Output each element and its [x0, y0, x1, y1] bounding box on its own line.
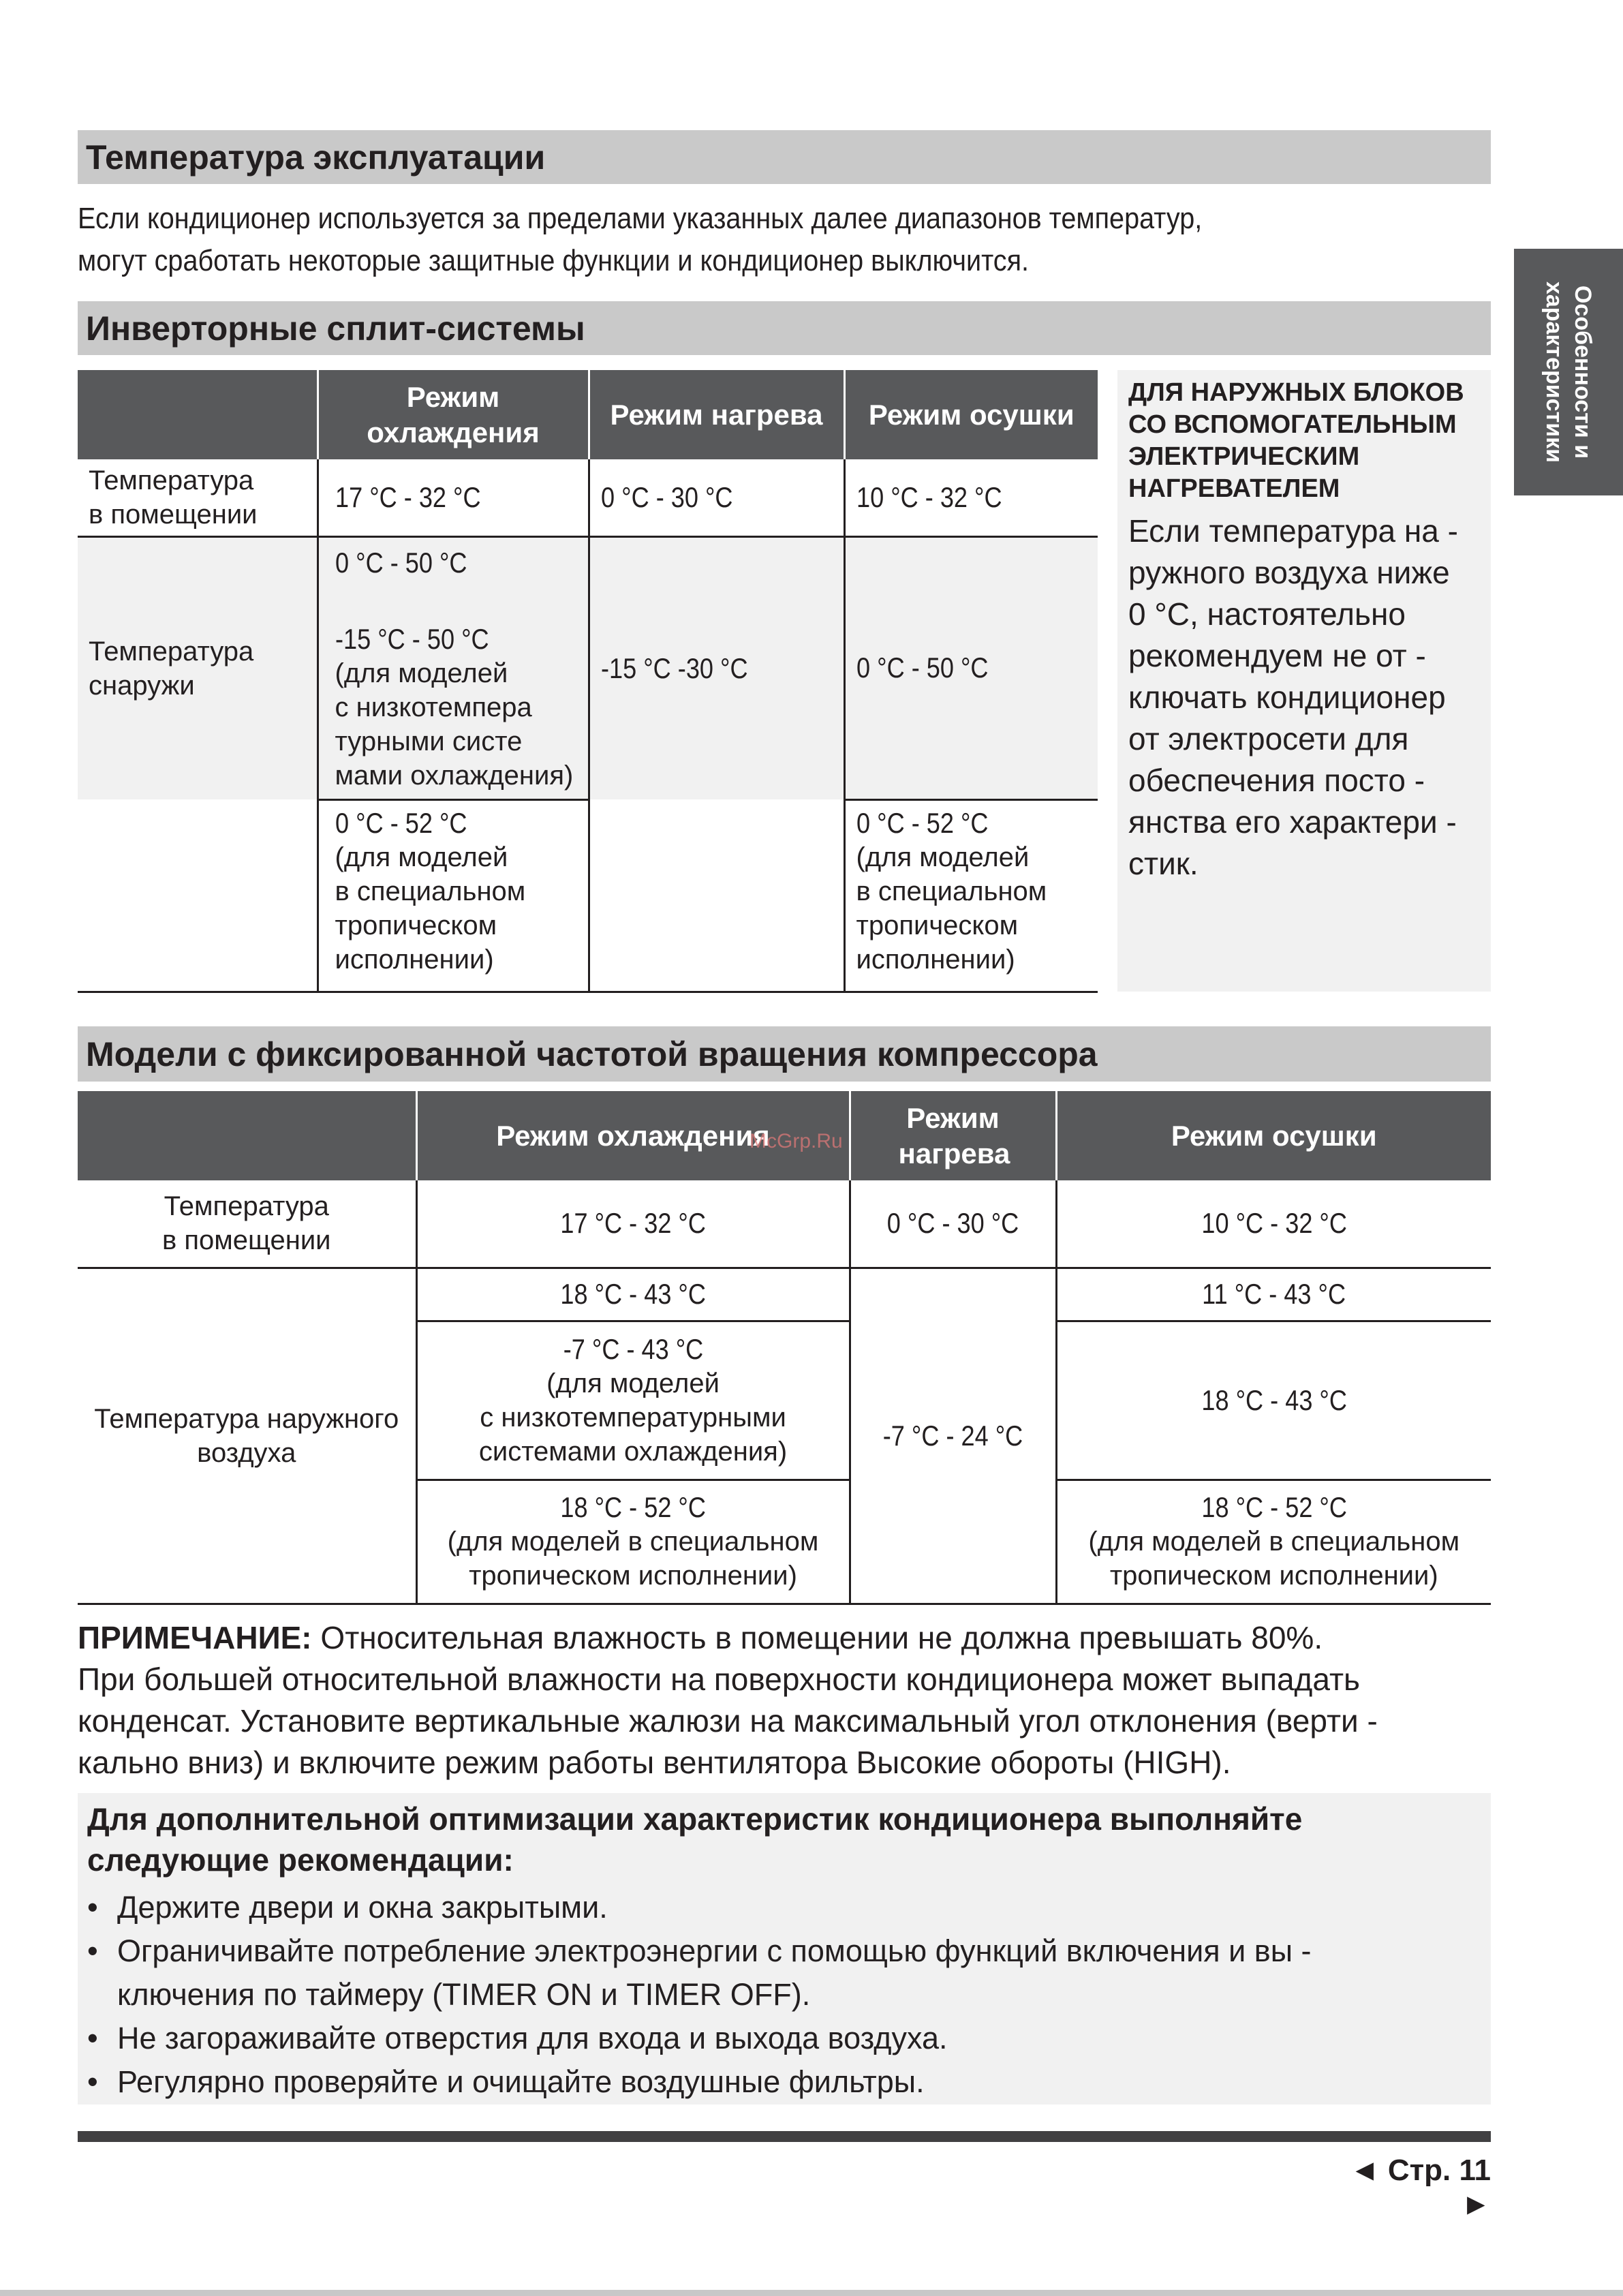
note-line: с низкотемпера	[335, 692, 532, 722]
recommendations-list	[87, 1886, 1481, 2104]
row-label-line: снаружи	[89, 670, 195, 701]
note-line: с низкотемпературными	[480, 1402, 786, 1433]
value-outdoor-dry-2: 18 °C - 43 °C	[1201, 1383, 1347, 1416]
side-tab-line: Особенности и	[1570, 285, 1596, 459]
cell-outdoor-dry-3	[1056, 1480, 1491, 1604]
value-outdoor-cool-2: -7 °C - 43 °C	[563, 1332, 703, 1365]
list-item: • Ограничивайте потребление электроэнергии с помощью функций включения и вы - ключения по таймеру (TIMER ON и TIMER OFF).	[87, 1929, 1481, 2017]
header-cooling: Режим охлаждения	[416, 1091, 850, 1180]
recommendations-title-line: Для дополнительной оптимизации характеристик кондиционера выполняйте	[87, 1801, 1303, 1837]
intro-paragraph	[78, 198, 1491, 282]
recommendations-title	[87, 1798, 1481, 1880]
section-title-fixed-speed: Модели с фиксированной частотой вращения компрессора	[78, 1026, 1491, 1082]
row-label-line: воздуха	[197, 1437, 296, 1468]
intro-line: Если кондиционер используется за пределами указанных далее диапазонов температур,	[78, 202, 1203, 235]
next-page-arrow-icon[interactable]: ►	[1461, 2188, 1491, 2221]
note-line: системами охлаждения)	[478, 1436, 788, 1467]
side-title-line: СО ВСПОМОГАТЕЛЬНЫМ	[1128, 410, 1457, 439]
note-line: тропическом	[856, 910, 1019, 940]
header-empty	[78, 1091, 416, 1180]
cell-outdoor-heat	[850, 1268, 1056, 1604]
value-indoor-heat: 0 °C - 30 °C	[600, 480, 732, 513]
side-text-line: Если температура на -	[1128, 513, 1458, 549]
value-indoor-cool: 17 °C - 32 °C	[560, 1207, 706, 1240]
cell-outdoor-cool-tropical	[318, 799, 589, 992]
cell-outdoor-cool-3	[416, 1480, 850, 1604]
value-outdoor-dry-1: 0 °C - 50 °C	[856, 652, 988, 684]
note-line: в специальном	[856, 876, 1047, 906]
recommendations-title-line: следующие рекомендации:	[87, 1842, 514, 1878]
row-label-line: в помещении	[162, 1225, 331, 1256]
list-item: • Регулярно проверяйте и очищайте воздушные фильтры.	[87, 2060, 1481, 2104]
note-line: тропическом исполнении)	[469, 1561, 797, 1591]
row-label-line: Температура	[164, 1191, 329, 1222]
row-label-indoor	[78, 459, 318, 536]
value-indoor-heat: 0 °C - 30 °C	[886, 1207, 1019, 1240]
table-row-outdoor-tropical	[78, 799, 1098, 992]
note-line: тропическом исполнении)	[1109, 1561, 1438, 1591]
section-title-inverter: Инверторные сплит-системы	[78, 301, 1491, 355]
row-label-outdoor	[78, 1268, 416, 1604]
side-text-line: обеспечения посто -	[1128, 763, 1425, 798]
page-label: Стр. 11	[1387, 2154, 1491, 2187]
humidity-note	[78, 1617, 1491, 1784]
note-first-text: Относительная влажность в помещении не должна превышать 80%.	[311, 1620, 1323, 1655]
side-title-line: ДЛЯ НАРУЖНЫХ БЛОКОВ	[1128, 378, 1464, 407]
note-line: конденсат. Установите вертикальные жалюзи на максимальный угол отклонения (верти -	[78, 1703, 1378, 1739]
side-box-title	[1128, 377, 1483, 505]
header-drying: Режим осушки	[844, 370, 1098, 459]
cell-outdoor-cool-2	[416, 1321, 850, 1480]
cell-empty	[589, 799, 844, 992]
value-outdoor-heat: -15 °C -30 °C	[600, 652, 748, 684]
note-line: исполнении)	[856, 944, 1015, 975]
note-line: (для моделей	[335, 842, 508, 872]
value-outdoor-dry-3: 0 °C - 52 °C	[856, 806, 988, 839]
note-line: При большей относительной влажности на поверхности кондиционера может выпадать	[78, 1662, 1361, 1697]
cell-outdoor-dry	[844, 536, 1098, 799]
side-tab-line: характеристики	[1541, 281, 1567, 463]
row-label-indoor	[78, 1180, 416, 1268]
side-title-line: ЭЛЕКТРИЧЕСКИМ	[1128, 442, 1360, 471]
cell-outdoor-dry-tropical	[844, 799, 1098, 992]
value-indoor-cool: 17 °C - 32 °C	[335, 480, 481, 513]
list-item: • Держите двери и окна закрытыми.	[87, 1886, 1481, 1929]
value-indoor-dry: 10 °C - 32 °C	[1201, 1207, 1347, 1240]
recommendations-box	[78, 1793, 1491, 2104]
side-text-line: стик.	[1128, 846, 1199, 881]
side-text-line: ружного воздуха ниже	[1128, 555, 1450, 590]
value-outdoor-heat: -7 °C - 24 °C	[882, 1419, 1023, 1452]
header-heating: Режим нагрева	[589, 370, 844, 459]
header-heating: Режим нагрева	[850, 1091, 1056, 1180]
cell-outdoor-heat	[589, 536, 844, 799]
table-row-indoor	[78, 459, 1098, 536]
note-line: (для моделей	[335, 658, 508, 688]
page-number	[1315, 2154, 1491, 2222]
table-row-outdoor-1	[78, 1268, 1491, 1321]
list-item: • Не загораживайте отверстия для входа и выхода воздуха.	[87, 2017, 1481, 2060]
note-line: кально вниз) и включите режим работы вентилятора Высокие обороты (HIGH).	[78, 1745, 1231, 1780]
chapter-side-tab-label	[1540, 260, 1597, 485]
row-label-outdoor	[78, 536, 318, 799]
value-outdoor-dry-1: 11 °C - 43 °C	[1202, 1278, 1346, 1310]
table-row-outdoor	[78, 536, 1098, 799]
page-edge	[0, 2290, 1623, 2296]
note-label: ПРИМЕЧАНИЕ:	[78, 1620, 312, 1655]
table-header-row	[78, 370, 1098, 459]
side-text-line: от электросети для	[1128, 721, 1409, 756]
side-title-line: НАГРЕВАТЕЛЕМ	[1128, 474, 1340, 503]
value-outdoor-dry-3: 18 °C - 52 °C	[1201, 1491, 1347, 1523]
cell-outdoor-cool-1	[416, 1268, 850, 1321]
header-drying: Режим осушки	[1056, 1091, 1491, 1180]
note-line: мами охлаждения)	[335, 760, 574, 791]
cell-indoor-cool	[416, 1180, 850, 1268]
chapter-side-tab[interactable]	[1514, 249, 1623, 495]
value-outdoor-cool-2: -15 °C - 50 °C	[335, 622, 489, 655]
note-line: (для моделей	[546, 1368, 720, 1398]
note-line: тропическом	[335, 910, 497, 940]
value-outdoor-cool-1: 0 °C - 50 °C	[335, 546, 467, 579]
side-text-line: 0 °C, настоятельно	[1128, 596, 1406, 632]
note-line: (для моделей в специальном	[447, 1527, 819, 1557]
section-title-operating-temperature: Температура эксплуатации	[78, 130, 1491, 184]
note-first-line	[78, 1617, 1491, 1659]
header-empty	[78, 370, 318, 459]
side-text-line: ключать кондиционер	[1128, 679, 1446, 715]
cell-outdoor-dry-1	[1056, 1268, 1491, 1321]
note-line: исполнении)	[335, 944, 494, 975]
row-label-line: в помещении	[89, 499, 258, 530]
inverter-temperature-table	[78, 370, 1098, 993]
row-label-line: Температура	[89, 636, 254, 667]
note-line: в специальном	[335, 876, 526, 906]
cell-indoor-heat	[589, 459, 844, 536]
header-cooling: Режим охлаждения	[318, 370, 589, 459]
value-outdoor-cool-1: 18 °C - 43 °C	[560, 1278, 706, 1310]
note-line: (для моделей в специальном	[1088, 1527, 1460, 1557]
side-box-text	[1128, 510, 1483, 885]
side-text-line: янства его характери -	[1128, 804, 1457, 840]
cell-empty	[78, 799, 318, 992]
side-text-line: рекомендуем не от -	[1128, 638, 1426, 673]
prev-page-arrow-icon[interactable]: ◄	[1350, 2154, 1380, 2187]
auxiliary-heater-note-box	[1117, 370, 1491, 992]
cell-indoor-dry	[844, 459, 1098, 536]
cell-indoor-heat	[850, 1180, 1056, 1268]
cell-indoor-dry	[1056, 1180, 1491, 1268]
fixed-speed-temperature-table	[78, 1091, 1491, 1605]
cell-indoor-cool	[318, 459, 589, 536]
value-indoor-dry: 10 °C - 32 °C	[856, 480, 1002, 513]
row-label-line: Температура	[89, 465, 254, 495]
intro-line: могут сработать некоторые защитные функции и кондиционер выключится.	[78, 244, 1030, 277]
note-line: (для моделей	[856, 842, 1030, 872]
row-label-line: Температура наружного	[94, 1403, 399, 1434]
bottom-rule	[78, 2131, 1491, 2142]
watermark: McGrp.Ru	[749, 1130, 843, 1152]
value-outdoor-cool-3: 18 °C - 52 °C	[560, 1491, 706, 1523]
table-row-indoor	[78, 1180, 1491, 1268]
cell-outdoor-dry-2	[1056, 1321, 1491, 1480]
value-outdoor-cool-3: 0 °C - 52 °C	[335, 806, 467, 839]
cell-outdoor-cool	[318, 536, 589, 799]
note-line: турными систе	[335, 726, 523, 756]
